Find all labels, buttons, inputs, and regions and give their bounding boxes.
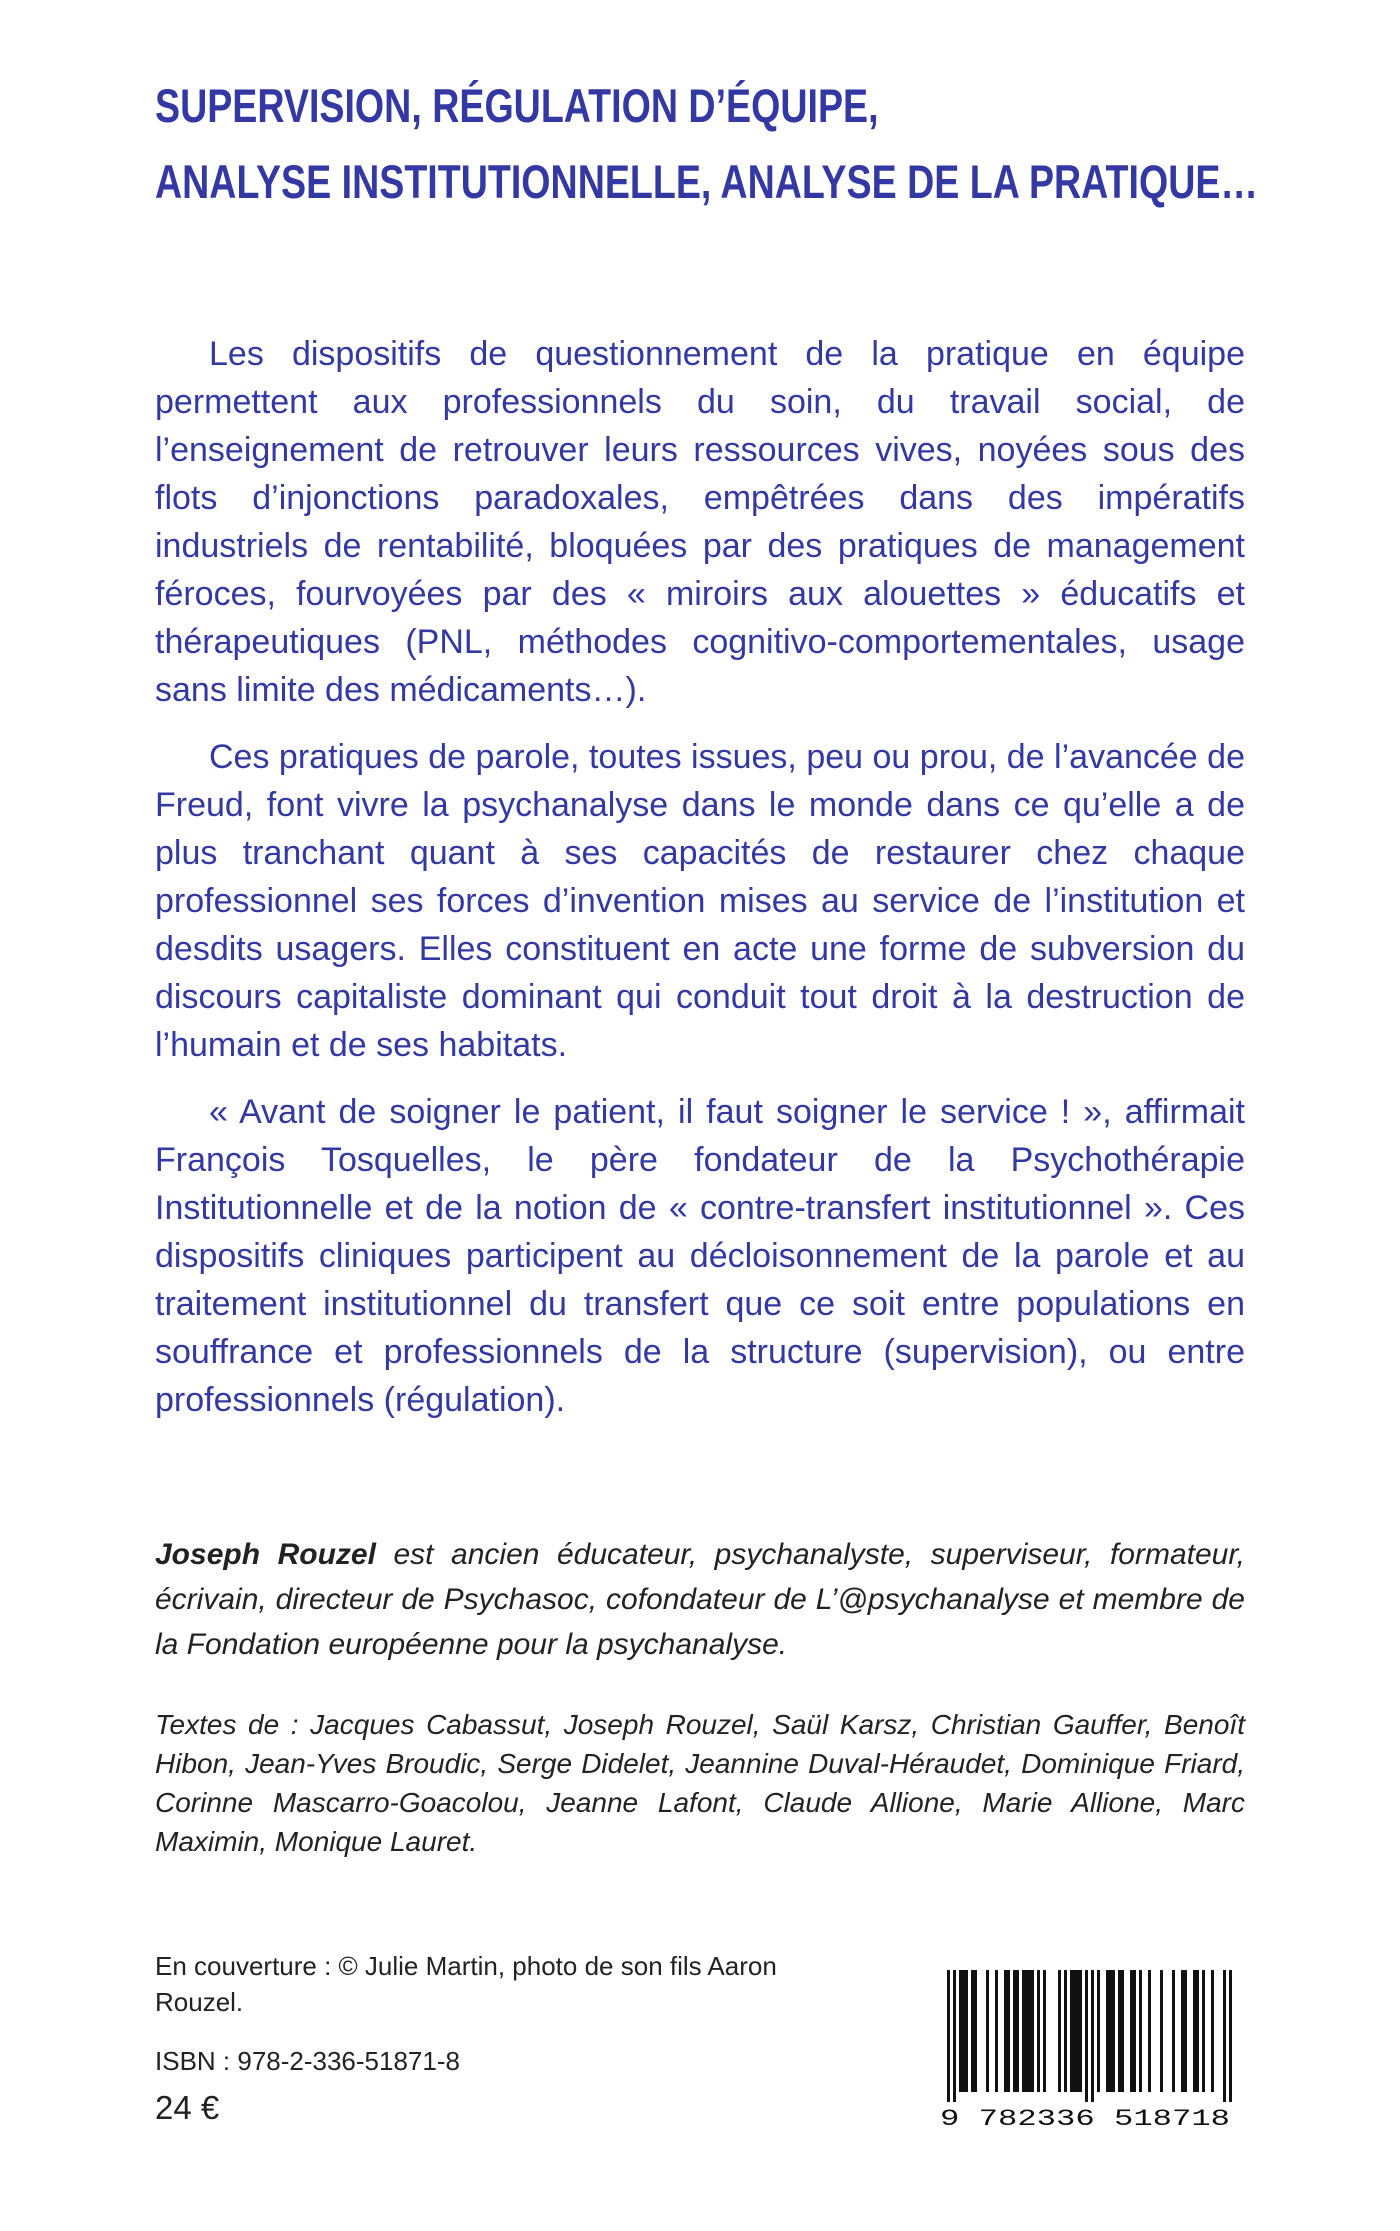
barcode-bar [1223,1970,1226,2102]
blurb-paragraph-2: Ces pratiques de parole, toutes issues, peu ou prou, de l’avancée de Freud, font vivre la psychanalyse dans le monde dans ce qu’elle a de plus tranchant quant à ses capacités de restaurer chez chaque professionnel ses forces d’invention mises au service de l’institution et desdits usagers. Elles constituent en acte une forme de subversion du discours capitaliste dominant qui conduit tout droit à la destruction de l’humain et de ses habitats. [155,738,1245,1064]
barcode-bar [1184,1970,1187,2092]
author-name: Joseph Rouzel [155,1538,376,1571]
barcode-bar [1106,1970,1109,2092]
barcode-bar [1013,1970,1016,2092]
barcode-bar [1202,1970,1205,2092]
barcode-bar [953,1970,956,2102]
blurb-paragraph-3: « Avant de soigner le patient, il faut soigner le service ! », affirmait François Tosquelles, le père fondateur de la Psychothérapie Institutionnelle et de la notion de « contre-transfert institutionnel ». Ces dispositifs cliniques participent au décloisonnement de la parole et au traitement institutionnel du transfert que ce soit entre populations en souffrance et professionnels de la structure (supervision), ou entre professionnels (régulation). [155,1093,1245,1419]
barcode-bar [1085,1970,1088,2102]
barcode-bar [1097,1970,1100,2092]
barcode-bar [1043,1970,1046,2092]
barcode-bar [1148,1970,1151,2092]
barcode-bar [1172,1970,1175,2092]
blurb [155,330,1245,1443]
isbn: ISBN : 978-2-336-51871-8 [155,2046,460,2076]
title-line-2: ANALYSE INSTITUTIONNELLE, ANALYSE DE LA PRATIQUE… [155,155,1259,208]
author-bio [155,1532,1245,1667]
barcode-bar [1007,1970,1010,2092]
barcode-bar [1064,1970,1067,2092]
contributors-list: Textes de : Jacques Cabassut, Joseph Rouzel, Saül Karsz, Christian Gauffer, Benoît Hibon, Jean-Yves Broudic, Serge Didelet, Jeannine Duval-Héraudet, Dominique Friard, Corinne Mascarro-Goacolou, Jeanne Lafont, Claude Allione, Marie Allione, Marc Maximin, Monique Lauret. [155,1709,1245,1857]
barcode-bar [1112,1970,1115,2092]
barcode-bar [995,1970,998,2092]
barcode-bar [1139,1970,1142,2092]
barcode-bar [1196,1970,1199,2092]
barcode-bar [1025,1970,1028,2092]
back-cover-title [155,68,1259,220]
barcode-bar [1022,1970,1025,2092]
barcode-bar [1193,1970,1196,2092]
price: 24 € [155,2089,220,2126]
barcode-bar [962,1970,965,2092]
barcode-bar [1070,1970,1073,2092]
isbn-barcode [935,1970,1235,2130]
barcode-bar [1181,1970,1184,2092]
author-bio-text: est ancien éducateur, psychanalyste, superviseur, formateur, écrivain, directeur de Psychasoc, cofondateur de L’@psychanalyse et membre de la Fondation européenne pour la psychanalyse. [155,1538,1246,1661]
barcode-bar [1091,1970,1094,2102]
barcode-bar [1211,1970,1214,2092]
barcode-bar [1133,1970,1136,2092]
barcode-bar [1130,1970,1133,2092]
barcode-bar [1118,1970,1121,2092]
barcode-bar [1037,1970,1040,2092]
barcode-bar [1160,1970,1163,2092]
title-line-1: SUPERVISION, RÉGULATION D’ÉQUIPE, [155,79,879,132]
barcode-bar [1073,1970,1076,2092]
barcode-bar [1079,1970,1082,2092]
barcode-bar [1058,1970,1061,2092]
barcode-bar [1016,1970,1019,2092]
barcode-bar [971,1970,974,2092]
barcode-bar [1004,1970,1007,2092]
barcode-bar [1121,1970,1124,2092]
barcode-bar [1109,1970,1112,2092]
barcode-bar [1031,1970,1034,2092]
cover-credit: En couverture : © Julie Martin, photo de son fils Aaron Rouzel. [155,1951,777,2017]
barcode-bar [947,1970,950,2102]
barcode-digits: 9 782336 518718 [940,2106,1230,2130]
barcode-bar [974,1970,977,2092]
blurb-paragraph-1: Les dispositifs de questionnement de la pratique en équipe permettent aux professionnels du soin, du travail social, de l’enseignement de retrouver leurs ressources vives, noyées sous des flots d’injonctions paradoxales, empêtrées dans des impératifs industriels de rentabilité, bloquées par des pratiques de management féroces, fourvoyées par des « miroirs aux alouettes » éducatifs et thérapeutiques (PNL, méthodes cognitivo-comportementales, usage sans limite des médicaments…). [155,335,1245,709]
barcode-bar [986,1970,989,2092]
barcode-bar [1028,1970,1031,2092]
barcode-bar [959,1970,962,2092]
barcode-bar [1229,1970,1232,2102]
barcode-bar [965,1970,968,2092]
barcode-bar [1076,1970,1079,2092]
